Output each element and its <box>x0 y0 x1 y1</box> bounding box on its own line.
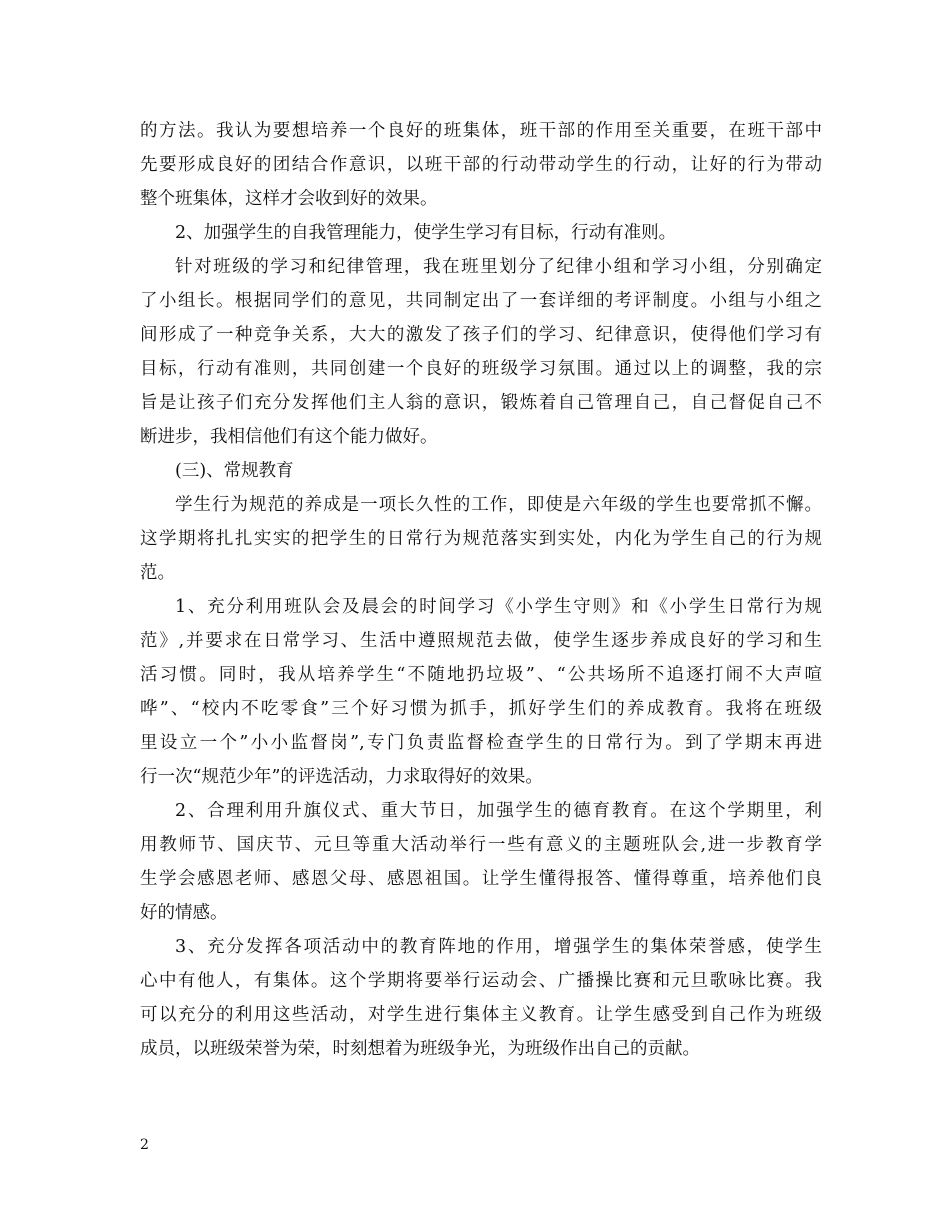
text-line: 断进步，我相信他们有这个能力做好。 <box>140 427 438 447</box>
text-line: 2、合理利用升旗仪式、重大节日，加强学生的德育教育。在这个学期里，利 <box>175 801 822 821</box>
text-line: 间形成了一种竞争关系，大大的激发了孩子们的学习、纪律意识，使得他们学习有 <box>140 325 822 345</box>
text-line: 3、充分发挥各项活动中的教育阵地的作用，增强学生的集体荣誉感，使学生 <box>175 937 822 957</box>
page-number: 2 <box>140 1137 149 1153</box>
document-body <box>140 114 822 1066</box>
text-line: 针对班级的学习和纪律管理，我在班里划分了纪律小组和学习小组，分别确定 <box>175 257 822 277</box>
text-line: 心中有他人，有集体。这个学期将要举行运动会、广播操比赛和元旦歌咏比赛。我 <box>140 971 822 991</box>
text-line: 成员，以班级荣誉为荣，时刻想着为班级争光，为班级作出自己的贡献。 <box>140 1039 700 1059</box>
text-line: 里设立一个”小小监督岗”,专门负责监督检查学生的日常行为。到了学期末再进 <box>140 733 822 753</box>
text-line: 哗”、“校内不吃零食”三个好习惯为抓手，抓好学生们的养成教育。我将在班级 <box>140 699 822 719</box>
text-line: 旨是让孩子们充分发挥他们主人翁的意识，锻炼着自己管理自己，自己督促自己不 <box>140 393 822 413</box>
text-line: 目标，行动有准则，共同创建一个良好的班级学习氛围。通过以上的调整，我的宗 <box>140 359 822 379</box>
text-line: 范。 <box>140 563 175 583</box>
section-heading: 2、加强学生的自我管理能力，使学生学习有目标，行动有准则。 <box>175 223 677 243</box>
text-line: 范》,并要求在日常学习、生活中遵照规范去做，使学生逐步养成良好的学习和生 <box>140 631 822 651</box>
text-line: 好的情感。 <box>140 903 228 923</box>
text-line: 了小组长。根据同学们的意见，共同制定出了一套详细的考评制度。小组与小组之 <box>140 291 822 311</box>
text-line: 生学会感恩老师、感恩父母、感恩祖国。让学生懂得报答、懂得尊重，培养他们良 <box>140 869 822 889</box>
text-line: 用教师节、国庆节、元旦等重大活动举行一些有意义的主题班队会,进一步教育学 <box>140 835 822 855</box>
text-line: 这学期将扎扎实实的把学生的日常行为规范落实到实处，内化为学生自己的行为规 <box>140 529 822 549</box>
text-line: 学生行为规范的养成是一项长久性的工作，即使是六年级的学生也要常抓不懈。 <box>175 495 822 515</box>
text-line: 活习惯。同时，我从培养学生“不随地扔垃圾”、“公共场所不追逐打闹不大声喧 <box>140 665 822 685</box>
text-line: 的方法。我认为要想培养一个良好的班集体，班干部的作用至关重要，在班干部中 <box>140 121 822 141</box>
text-line: 整个班集体，这样才会收到好的效果。 <box>140 189 438 209</box>
text-line: 1、充分利用班队会及晨会的时间学习《小学生守则》和《小学生日常行为规 <box>175 597 822 617</box>
text-line: 可以充分的利用这些活动，对学生进行集体主义教育。让学生感受到自己作为班级 <box>140 1005 822 1025</box>
section-heading: (三)、常规教育 <box>175 461 294 481</box>
text-line: 先要形成良好的团结合作意识，以班干部的行动带动学生的行动，让好的行为带动 <box>140 155 822 175</box>
text-line: 行一次“规范少年”的评选活动，力求取得好的效果。 <box>140 767 543 787</box>
